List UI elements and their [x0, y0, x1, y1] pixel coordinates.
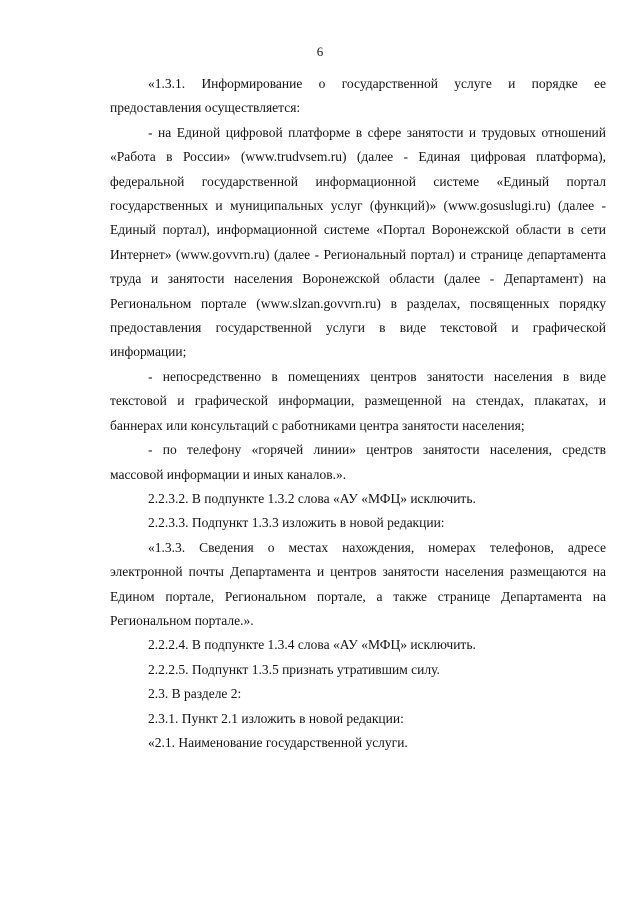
paragraph-1-3-3: «1.3.3. Сведения о местах нахождения, номерах телефонов, адресе электронной почты Департамента и центров занятости населения размещаются на Едином портале, Региональном портале, а также странице Департамента на Региональном портале.». [110, 539, 606, 628]
paragraph-2-2-2-4: 2.2.2.4. В подпункте 1.3.4 слова «АУ «МФЦ» исключить. [148, 637, 476, 653]
page-number: 6 [316, 44, 324, 59]
paragraph-2-3: 2.3. В разделе 2: [148, 686, 242, 702]
document-body [110, 72, 606, 755]
paragraph-2-2-2-5: 2.2.2.5. Подпункт 1.3.5 признать утратившим силу. [148, 661, 440, 677]
paragraph-hotline-phone: - по телефону «горячей линии» центров занятости населения, средств массовой информации и иных каналов.». [110, 442, 606, 482]
paragraph-2-1: «2.1. Наименование государственной услуги. [148, 734, 408, 750]
paragraph-2-2-3-2: 2.2.3.2. В подпункте 1.3.2 слова «АУ «МФЦ» исключить. [148, 490, 476, 506]
paragraph-2-3-1: 2.3.1. Пункт 2.1 изложить в новой редакции: [148, 710, 404, 726]
paragraph-1-3-1: «1.3.1. Информирование о государственной услуге и порядке ее предоставления осуществляется: [110, 76, 606, 116]
paragraph-2-2-3-3: 2.2.3.3. Подпункт 1.3.3 изложить в новой редакции: [148, 515, 445, 531]
paragraph-employment-centers-premises: - непосредственно в помещениях центров занятости населения в виде текстовой и графической информации, размещенной на стендах, плакатах, и баннерах или консультаций с работниками центра занятости населения; [110, 368, 606, 433]
paragraph-unified-digital-platform: - на Единой цифровой платформе в сфере занятости и трудовых отношений «Работа в России» (www.trudvsem.ru) (далее - Единая цифровая платформа), федеральной государственной информационной системе «Единый портал государственных и муниципальных услуг (функций)» (www.gosuslugi.ru) (далее - Единый портал), информационной системе «Портал Воронежской области в сети Интернет» (www.govvrn.ru) (далее - Региональный портал) и странице департамента труда и занятости населения Воронежской области (далее - Департамент) на Региональном портале (www.slzan.govvrn.ru) в разделах, посвященных порядку предоставления государственной услуги в виде текстовой и графической информации; [110, 124, 606, 360]
